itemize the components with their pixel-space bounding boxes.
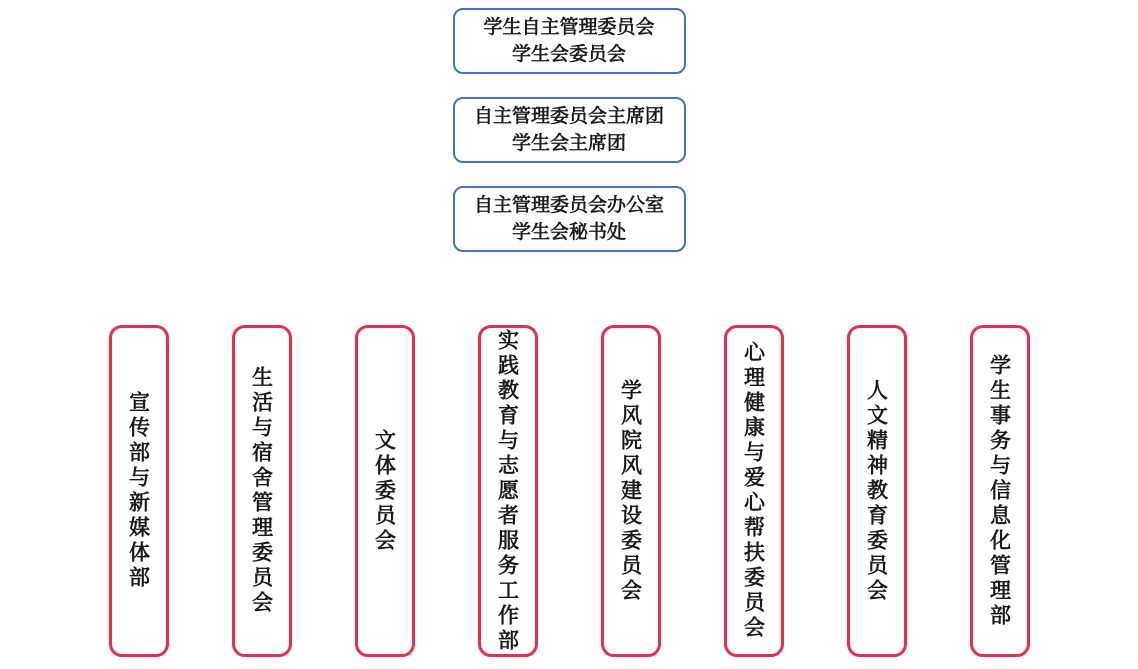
dept-node-practice-education-volunteer (478, 325, 538, 657)
dept-node-study-style-committee (601, 325, 661, 657)
node-line: 学生会秘书处 (511, 221, 626, 243)
dept-label: 生活与宿舍管理委员会 (249, 366, 275, 616)
dept-node-humanities-education-committee (847, 325, 907, 657)
department-row (0, 325, 1138, 657)
dept-label: 文体委员会 (372, 428, 398, 554)
dept-label: 人文精神教育委员会 (864, 378, 890, 604)
dept-node-student-affairs-information (970, 325, 1030, 657)
node-line: 学生自主管理委员会 (483, 16, 655, 38)
dept-node-publicity-new-media (109, 325, 169, 657)
top-nodes-column (0, 8, 1138, 252)
dept-label: 学生事务与信息化管理部 (987, 353, 1013, 629)
dept-label: 宣传部与新媒体部 (126, 391, 152, 591)
node-line: 学生会主席团 (511, 132, 626, 154)
node-presidium (453, 97, 686, 163)
dept-label: 心理健康与爱心帮扶委员会 (741, 341, 767, 641)
node-line: 自主管理委员会主席团 (473, 105, 664, 127)
dept-node-mental-health-care (724, 325, 784, 657)
dept-node-life-dormitory-management (232, 325, 292, 657)
node-office-secretariat (453, 186, 686, 252)
node-line: 学生会委员会 (511, 43, 626, 65)
dept-label: 实践教育与志愿者服务工作部 (495, 328, 521, 654)
node-line: 自主管理委员会办公室 (473, 194, 664, 216)
dept-label: 学风院风建设委员会 (618, 378, 644, 604)
node-student-self-management-committee (453, 8, 686, 74)
dept-node-culture-sports-committee (355, 325, 415, 657)
